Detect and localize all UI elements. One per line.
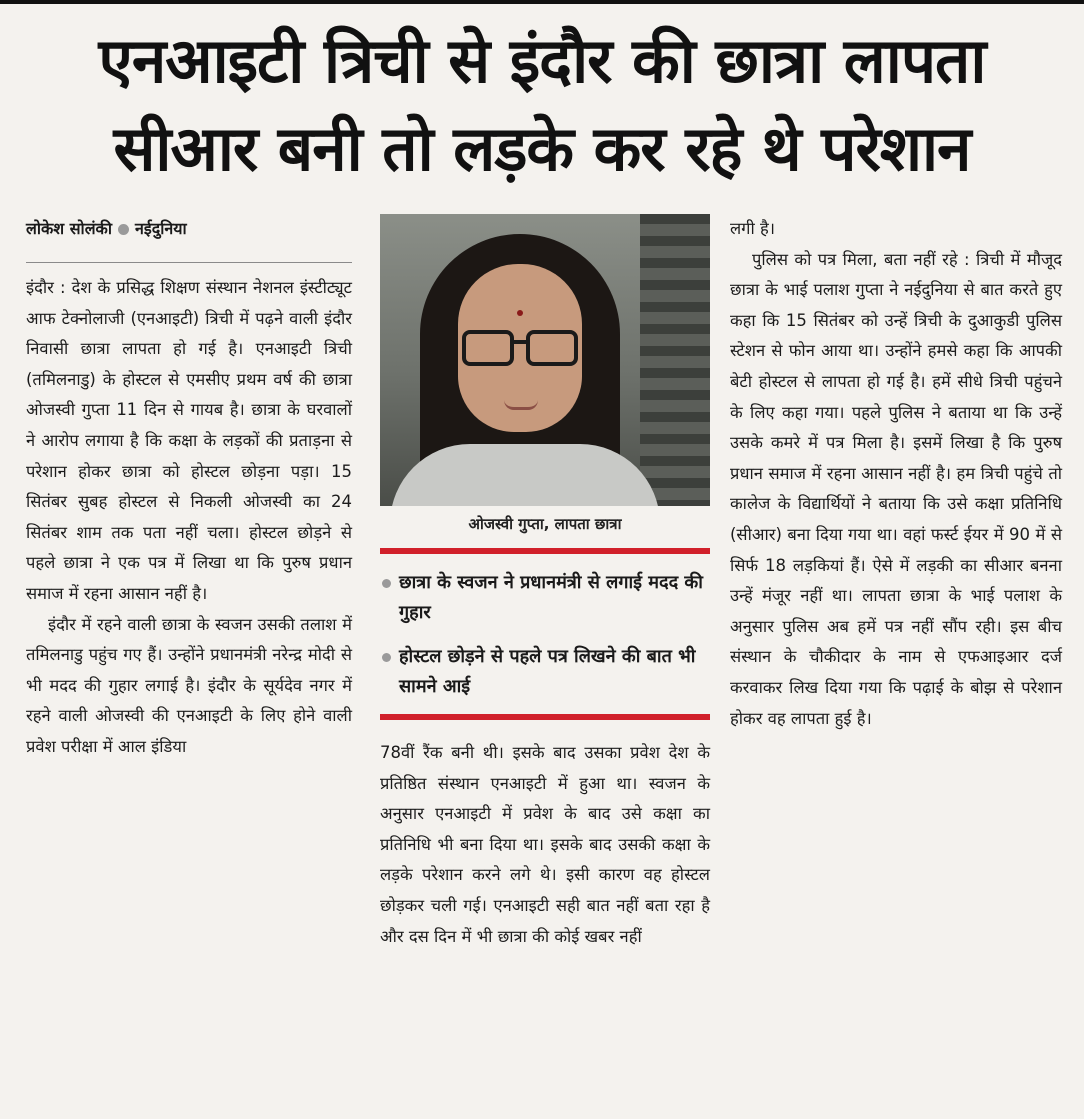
byline-publication: नईदुनिया [134,219,187,238]
highlight-item [380,568,706,628]
bullet-dot-icon [382,579,391,588]
byline-dot-icon [118,224,129,235]
column-2-text: 78वीं रैंक बनी थी। इसके बाद उसका प्रवेश देश के प्रतिष्ठित संस्थान एनआइटी में हुआ था। स्वजन के अनुसार एनआइटी में प्रवेश के बाद उसे कक्षा का प्रतिनिधि भी बना दिया था। इसके बाद उसकी कक्षा के लड़के परेशान करने लगे थे। इसी कारण वह होस्टल छोड़कर चली गई। एनआइटी सही बात नहीं बता रहा है और दस दिन में भी छात्रा की कोई खबर नहीं [380,743,710,946]
byline-divider [26,262,352,263]
column-3 [730,214,1062,734]
column-1-paragraph-2: इंदौर में रहने वाली छात्रा के स्वजन उसकी तलाश में तमिलनाडु पहुंच गए हैं। उन्होंने प्रधानमंत्री नरेन्द्र मोदी से भी मदद की गुहार लगाई है। इंदौर के सूर्यदेव नगर में रहने वाली ओजस्वी की एनआइटी के लिए होने वाली प्रवेश परीक्षा में आल इंडिया [26,614,352,756]
student-photo [380,214,710,506]
highlight-text: होस्टल छोड़ने से पहले पत्र लिखने की बात भी सामने आई [399,646,696,697]
highlight-box [380,554,710,714]
byline-author: लोकेश सोलंकी [26,219,112,238]
highlight-item [380,642,706,702]
column-3-paragraph-2: पुलिस को पत्र मिला, बता नहीं रहे : त्रिची में मौजूद छात्रा के भाई पलाश गुप्ता ने नईदुनिया से बात करते हुए कहा कि 15 सितंबर को उन्हें त्रिची के दुआकुडी पुलिस स्टेशन से फोन आया था। उन्होंने हमसे कहा कि आपकी बेटी होस्टल से लापता हो गई है। हमें सीधे त्रिची पहुंचने के लिए कहा गया। पहले पुलिस ने बताया था कि उन्हें उसके कमरे में पत्र मिला है। इसमें लिखा है कि पुरुष प्रधान समाज में रहना आसान नहीं है। हम त्रिची पहुंचे तो कालेज के विद्यार्थियों ने बताया कि उसे कक्षा प्रतिनिधि (सीआर) बना दिया गया था। वहां फर्स्ट ईयर में 90 में से सिर्फ 18 लड़कियां हैं। ऐसे में लड़की का सीआर बनना उन्हें मंजूर नहीं था। लापता छात्रा के भाई पलाश के अनुसार पुलिस अब हमें पत्र नहीं सौंप रही। इस बीच संस्थान के चौकीदार के नाम से एफआइआर दर्ज करवाकर लिख दिया गया कि पढ़ाई के बोझ से परेशान होकर वह लापता हुई है। [730,249,1062,728]
highlight-text: छात्रा के स्वजन ने प्रधानमंत्री से लगाई मदद की गुहार [399,572,703,623]
top-rule [0,0,1084,4]
bullet-dot-icon [382,653,391,662]
headline-line-1: एनआइटी त्रिची से इंदौर की छात्रा लापता [98,24,986,97]
column-2 [380,214,710,952]
column-3-paragraph-1: लगी है। [730,219,776,238]
highlight-bottom-bar [380,714,710,720]
byline [26,214,352,244]
photo-caption: ओजस्वी गुप्ता, लापता छात्रा [468,515,622,533]
headline-line-2: सीआर बनी तो लड़के कर रहे थे परेशान [113,112,971,185]
column-1-paragraph-1: इंदौर : देश के प्रसिद्ध शिक्षण संस्थान नेशनल इंस्टीट्यूट आफ टेक्नोलाजी (एनआइटी) त्रिची में पढ़ने वाली इंदौर निवासी छात्रा लापता हो गई है। एनआइटी त्रिची (तमिलनाडु) के होस्टल से एमसीए प्रथम वर्ष की छात्रा ओजस्वी गुप्ता 11 दिन से गायब है। छात्रा के घरवालों ने आरोप लगाया है कि कक्षा के लड़कों की प्रताड़ना से परेशान होकर छात्रा को होस्टल छोड़ना पड़ा। 15 सितंबर सुबह होस्टल से निकली ओजस्वी का 24 सितंबर शाम तक पता नहीं चला। होस्टल छोड़ने से पहले छात्रा ने एक पत्र में लिखा था कि पुरुष प्रधान समाज में रहना आसान नहीं है। [26,278,352,603]
column-1 [26,214,352,763]
